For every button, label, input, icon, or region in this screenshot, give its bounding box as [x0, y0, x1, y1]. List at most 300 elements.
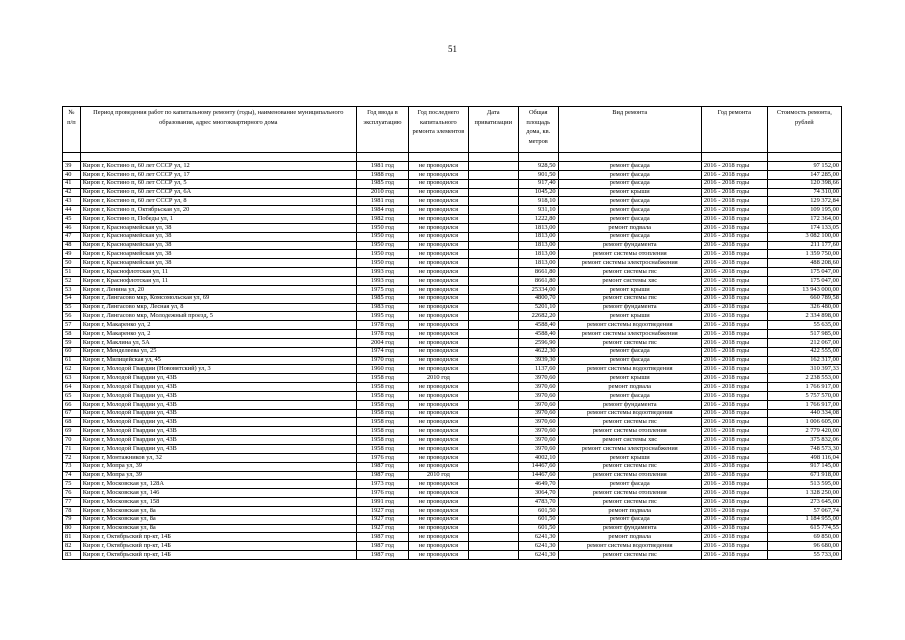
table-row [63, 391, 842, 400]
row-last-repair: не проводился [409, 179, 469, 188]
row-year-built: 1993 год [356, 268, 408, 277]
row-last-repair: не проводился [409, 276, 469, 285]
row-repair-year: 2016 - 2018 годы [701, 241, 767, 250]
row-privatization [468, 197, 518, 206]
table-row [63, 330, 842, 339]
row-address: Киров г, Московская ул, 146 [80, 489, 356, 498]
row-repair-year: 2016 - 2018 годы [701, 312, 767, 321]
row-repair-type: ремонт крыши [558, 188, 701, 197]
row-number: 81 [63, 533, 81, 542]
row-year-built: 1995 год [356, 312, 408, 321]
row-last-repair: не проводился [409, 542, 469, 551]
row-cost: 55 733,00 [767, 551, 841, 560]
row-repair-type: ремонт фасада [558, 179, 701, 188]
row-number: 57 [63, 321, 81, 330]
row-repair-year: 2016 - 2018 годы [701, 533, 767, 542]
row-address: Киров г, Красноармейская ул, 38 [80, 259, 356, 268]
table-row [63, 374, 842, 383]
table-row [63, 250, 842, 259]
row-privatization [468, 188, 518, 197]
row-cost: 172 364,00 [767, 215, 841, 224]
row-repair-type: ремонт подвала [558, 223, 701, 232]
row-number: 56 [63, 312, 81, 321]
row-repair-year: 2016 - 2018 годы [701, 294, 767, 303]
row-last-repair: не проводился [409, 391, 469, 400]
row-repair-type: ремонт подвала [558, 506, 701, 515]
row-address: Киров г, Московская ул, 8а [80, 524, 356, 533]
row-repair-year: 2016 - 2018 годы [701, 409, 767, 418]
row-repair-year: 2016 - 2018 годы [701, 259, 767, 268]
row-repair-type: ремонт фасада [558, 391, 701, 400]
row-repair-type: ремонт системы хвс [558, 436, 701, 445]
row-last-repair: не проводился [409, 524, 469, 533]
row-last-repair: не проводился [409, 427, 469, 436]
row-cost: 5 757 570,00 [767, 391, 841, 400]
row-address: Киров г, Краснофлотская ул, 11 [80, 268, 356, 277]
row-area: 3970,60 [518, 427, 558, 436]
table-row [63, 162, 842, 171]
row-repair-type: ремонт системы водоотведения [558, 365, 701, 374]
row-privatization [468, 321, 518, 330]
row-privatization [468, 365, 518, 374]
row-repair-year: 2016 - 2018 годы [701, 356, 767, 365]
row-address: Киров г, Московская ул, 8а [80, 506, 356, 515]
row-year-built: 1958 год [356, 383, 408, 392]
row-year-built: 1958 год [356, 374, 408, 383]
table-row [63, 321, 842, 330]
row-cost: 1 006 605,00 [767, 418, 841, 427]
row-cost: 375 832,06 [767, 436, 841, 445]
row-address: Киров г, Молодой Гвардии ул, 43В [80, 391, 356, 400]
row-area: 14467,60 [518, 462, 558, 471]
row-last-repair: не проводился [409, 498, 469, 507]
row-repair-type: ремонт системы водоотведения [558, 321, 701, 330]
row-number: 73 [63, 462, 81, 471]
row-year-built: 1958 год [356, 391, 408, 400]
row-privatization [468, 232, 518, 241]
row-repair-type: ремонт системы гвс [558, 462, 701, 471]
row-last-repair: не проводился [409, 418, 469, 427]
row-year-built: 1927 год [356, 506, 408, 515]
row-last-repair: не проводился [409, 312, 469, 321]
row-area: 1813,00 [518, 259, 558, 268]
table-row [63, 515, 842, 524]
table-header-row [63, 107, 842, 153]
table-row [63, 480, 842, 489]
row-last-repair: не проводился [409, 197, 469, 206]
row-last-repair: не проводился [409, 321, 469, 330]
row-area: 917,40 [518, 179, 558, 188]
row-area: 14467,60 [518, 471, 558, 480]
row-cost: 1 766 917,00 [767, 400, 841, 409]
row-privatization [468, 347, 518, 356]
row-year-built: 1976 год [356, 453, 408, 462]
row-repair-type: ремонт крыши [558, 374, 701, 383]
row-area: 1813,00 [518, 250, 558, 259]
row-area: 1813,00 [518, 223, 558, 232]
table-row [63, 400, 842, 409]
row-last-repair: не проводился [409, 462, 469, 471]
row-cost: 212 067,00 [767, 338, 841, 347]
row-address: Киров г, Московская ул, 128А [80, 480, 356, 489]
row-number: 59 [63, 338, 81, 347]
row-cost: 615 774,55 [767, 524, 841, 533]
row-cost: 498 116,04 [767, 453, 841, 462]
row-privatization [468, 445, 518, 454]
row-last-repair: не проводился [409, 436, 469, 445]
row-repair-type: ремонт фасада [558, 197, 701, 206]
row-area: 3970,60 [518, 383, 558, 392]
row-area: 3064,70 [518, 489, 558, 498]
row-address: Киров г, Ленина ул, 20 [80, 285, 356, 294]
row-repair-year: 2016 - 2018 годы [701, 462, 767, 471]
row-year-built: 1987 год [356, 533, 408, 542]
row-area: 931,10 [518, 206, 558, 215]
row-cost: 1 359 750,00 [767, 250, 841, 259]
row-privatization [468, 418, 518, 427]
row-year-built: 1991 год [356, 498, 408, 507]
row-privatization [468, 338, 518, 347]
row-cost: 97 152,00 [767, 162, 841, 171]
row-address: Киров г, Молодой Гвардии ул, 43В [80, 418, 356, 427]
table-row [63, 489, 842, 498]
row-repair-type: ремонт фундамента [558, 400, 701, 409]
row-area: 1137,60 [518, 365, 558, 374]
row-area: 8661,80 [518, 276, 558, 285]
row-repair-year: 2016 - 2018 годы [701, 365, 767, 374]
row-last-repair: не проводился [409, 250, 469, 259]
row-address: Киров г, Менделеева ул, 25 [80, 347, 356, 356]
row-year-built: 1988 год [356, 170, 408, 179]
table-row [63, 285, 842, 294]
row-repair-year: 2016 - 2018 годы [701, 542, 767, 551]
row-cost: 175 047,00 [767, 268, 841, 277]
table-row [63, 498, 842, 507]
row-repair-type: ремонт фасада [558, 480, 701, 489]
row-address: Киров г, Лянгасово мкр, Молодежный проезд, 5 [80, 312, 356, 321]
row-year-built: 1950 год [356, 223, 408, 232]
row-last-repair: не проводился [409, 170, 469, 179]
row-number: 61 [63, 356, 81, 365]
row-number: 80 [63, 524, 81, 533]
row-cost: 175 047,00 [767, 276, 841, 285]
row-last-repair: не проводился [409, 330, 469, 339]
row-year-built: 1987 год [356, 542, 408, 551]
row-area: 8661,80 [518, 268, 558, 277]
row-address: Киров г, Молодой Гвардии ул, 43В [80, 383, 356, 392]
row-area: 3970,60 [518, 374, 558, 383]
row-area: 4588,40 [518, 330, 558, 339]
row-last-repair: не проводился [409, 400, 469, 409]
row-area: 601,50 [518, 506, 558, 515]
row-repair-type: ремонт фундамента [558, 524, 701, 533]
table-row [63, 223, 842, 232]
row-last-repair: не проводился [409, 445, 469, 454]
row-last-repair: не проводился [409, 533, 469, 542]
row-year-built: 1987 год [356, 462, 408, 471]
row-area: 4649,70 [518, 480, 558, 489]
row-repair-year: 2016 - 2018 годы [701, 330, 767, 339]
row-number: 68 [63, 418, 81, 427]
row-address: Киров г, Октябрьский пр-кт, 14Б [80, 551, 356, 560]
row-area: 928,50 [518, 162, 558, 171]
row-last-repair: не проводился [409, 506, 469, 515]
row-year-built: 1950 год [356, 241, 408, 250]
row-repair-type: ремонт подвала [558, 383, 701, 392]
table-row [63, 268, 842, 277]
row-area: 1222,80 [518, 215, 558, 224]
row-year-built: 1987 год [356, 551, 408, 560]
row-area: 1045,20 [518, 188, 558, 197]
row-last-repair: не проводился [409, 515, 469, 524]
row-address: Киров г, Макаренко ул, 2 [80, 321, 356, 330]
row-repair-year: 2016 - 2018 годы [701, 489, 767, 498]
row-number: 47 [63, 232, 81, 241]
row-year-built: 1976 год [356, 489, 408, 498]
table-row [63, 471, 842, 480]
row-privatization [468, 206, 518, 215]
row-last-repair: не проводился [409, 268, 469, 277]
table-row [63, 276, 842, 285]
row-repair-type: ремонт системы водоотведения [558, 542, 701, 551]
header-last-repair: Год последнего капитального ремонта элементов [409, 107, 469, 153]
row-area: 3970,60 [518, 436, 558, 445]
row-cost: 147 285,00 [767, 170, 841, 179]
row-area: 22682,20 [518, 312, 558, 321]
row-repair-type: ремонт системы отопления [558, 471, 701, 480]
row-area: 1813,00 [518, 241, 558, 250]
row-last-repair: не проводился [409, 347, 469, 356]
row-cost: 55 635,00 [767, 321, 841, 330]
table-row [63, 383, 842, 392]
row-area: 1813,00 [518, 232, 558, 241]
row-privatization [468, 515, 518, 524]
row-repair-year: 2016 - 2018 годы [701, 427, 767, 436]
row-repair-type: ремонт фасада [558, 170, 701, 179]
row-privatization [468, 303, 518, 312]
row-repair-year: 2016 - 2018 годы [701, 374, 767, 383]
row-last-repair: 2010 год [409, 471, 469, 480]
row-last-repair: не проводился [409, 551, 469, 560]
table-row [63, 524, 842, 533]
row-number: 69 [63, 427, 81, 436]
row-last-repair: не проводился [409, 294, 469, 303]
row-last-repair: не проводился [409, 162, 469, 171]
table-row [63, 303, 842, 312]
table-row [63, 232, 842, 241]
row-address: Киров г, Молодой Гвардии ул, 43В [80, 374, 356, 383]
row-number: 71 [63, 445, 81, 454]
row-privatization [468, 223, 518, 232]
row-address: Киров г, Костино п, 60 лет СССР ул, 17 [80, 170, 356, 179]
row-repair-type: ремонт фасада [558, 206, 701, 215]
row-last-repair: 2010 год [409, 374, 469, 383]
row-cost: 3 082 100,00 [767, 232, 841, 241]
row-repair-type: ремонт фасада [558, 515, 701, 524]
row-address: Киров г, Краснофлотская ул, 11 [80, 276, 356, 285]
row-year-built: 1993 год [356, 276, 408, 285]
row-number: 52 [63, 276, 81, 285]
row-cost: 13 943 000,00 [767, 285, 841, 294]
row-cost: 1 766 917,00 [767, 383, 841, 392]
row-year-built: 1978 год [356, 330, 408, 339]
row-privatization [468, 330, 518, 339]
row-number: 67 [63, 409, 81, 418]
row-repair-type: ремонт крыши [558, 285, 701, 294]
repair-table [62, 106, 842, 560]
row-area: 901,50 [518, 170, 558, 179]
row-area: 4588,40 [518, 321, 558, 330]
row-cost: 129 372,84 [767, 197, 841, 206]
row-privatization [468, 250, 518, 259]
row-year-built: 1958 год [356, 445, 408, 454]
row-year-built: 1960 год [356, 365, 408, 374]
row-privatization [468, 524, 518, 533]
row-year-built: 1974 год [356, 347, 408, 356]
row-number: 46 [63, 223, 81, 232]
row-repair-year: 2016 - 2018 годы [701, 347, 767, 356]
row-privatization [468, 453, 518, 462]
row-address: Киров г, Костино п, 60 лет СССР ул, 12 [80, 162, 356, 171]
row-address: Киров г, Октябрьский пр-кт, 14Б [80, 533, 356, 542]
row-number: 48 [63, 241, 81, 250]
row-privatization [468, 215, 518, 224]
row-number: 76 [63, 489, 81, 498]
row-year-built: 1927 год [356, 524, 408, 533]
row-number: 45 [63, 215, 81, 224]
row-privatization [468, 285, 518, 294]
row-cost: 273 645,00 [767, 498, 841, 507]
row-cost: 57 067,74 [767, 506, 841, 515]
row-privatization [468, 542, 518, 551]
row-number: 49 [63, 250, 81, 259]
row-privatization [468, 179, 518, 188]
row-repair-year: 2016 - 2018 годы [701, 170, 767, 179]
row-cost: 109 195,00 [767, 206, 841, 215]
row-privatization [468, 374, 518, 383]
row-year-built: 1958 год [356, 436, 408, 445]
row-repair-type: ремонт фасада [558, 232, 701, 241]
table-row [63, 551, 842, 560]
row-year-built: 1985 год [356, 179, 408, 188]
row-year-built: 2010 год [356, 188, 408, 197]
row-repair-year: 2016 - 2018 годы [701, 551, 767, 560]
row-area: 918,10 [518, 197, 558, 206]
row-privatization [468, 409, 518, 418]
row-address: Киров г, Маклина ул, 5А [80, 338, 356, 347]
row-last-repair: не проводился [409, 480, 469, 489]
row-cost: 2 238 553,00 [767, 374, 841, 383]
row-privatization [468, 268, 518, 277]
row-number: 58 [63, 330, 81, 339]
row-address: Киров г, Костино п, 60 лет СССР ул, 8 [80, 197, 356, 206]
row-last-repair: не проводился [409, 232, 469, 241]
row-area: 2596,90 [518, 338, 558, 347]
row-repair-type: ремонт подвала [558, 533, 701, 542]
row-repair-year: 2016 - 2018 годы [701, 276, 767, 285]
row-number: 55 [63, 303, 81, 312]
row-privatization [468, 462, 518, 471]
row-privatization [468, 241, 518, 250]
row-repair-type: ремонт системы гвс [558, 551, 701, 560]
row-repair-type: ремонт крыши [558, 312, 701, 321]
row-cost: 120 398,66 [767, 179, 841, 188]
spacer-row [63, 153, 842, 162]
row-year-built: 1950 год [356, 250, 408, 259]
row-last-repair: не проводился [409, 215, 469, 224]
row-number: 74 [63, 471, 81, 480]
row-address: Киров г, Лянгасово мкр, Лесная ул, 8 [80, 303, 356, 312]
row-privatization [468, 391, 518, 400]
row-cost: 326 480,00 [767, 303, 841, 312]
row-repair-type: ремонт фасада [558, 215, 701, 224]
row-year-built: 1984 год [356, 206, 408, 215]
row-privatization [468, 551, 518, 560]
row-repair-year: 2016 - 2018 годы [701, 162, 767, 171]
row-repair-type: ремонт системы электроснабжения [558, 259, 701, 268]
row-repair-year: 2016 - 2018 годы [701, 223, 767, 232]
row-repair-year: 2016 - 2018 годы [701, 232, 767, 241]
row-repair-type: ремонт системы гвс [558, 498, 701, 507]
row-repair-year: 2016 - 2018 годы [701, 506, 767, 515]
row-address: Киров г, Молодой Гвардии ул, 43В [80, 445, 356, 454]
table-row [63, 312, 842, 321]
row-last-repair: не проводился [409, 259, 469, 268]
row-area: 6241,30 [518, 542, 558, 551]
row-repair-year: 2016 - 2018 годы [701, 215, 767, 224]
row-cost: 74 310,00 [767, 188, 841, 197]
row-privatization [468, 498, 518, 507]
row-privatization [468, 383, 518, 392]
row-cost: 174 133,05 [767, 223, 841, 232]
row-year-built: 1950 год [356, 259, 408, 268]
row-repair-type: ремонт системы гвс [558, 268, 701, 277]
row-address: Киров г, Костино п, Октябрьская ул, 20 [80, 206, 356, 215]
row-year-built: 1982 год [356, 215, 408, 224]
row-address: Киров г, Макаренко ул, 2 [80, 330, 356, 339]
row-privatization [468, 471, 518, 480]
row-repair-year: 2016 - 2018 годы [701, 383, 767, 392]
row-repair-type: ремонт крыши [558, 453, 701, 462]
row-number: 79 [63, 515, 81, 524]
row-area: 3970,60 [518, 418, 558, 427]
row-area: 6241,30 [518, 551, 558, 560]
table-row [63, 542, 842, 551]
row-privatization [468, 427, 518, 436]
table-row [63, 427, 842, 436]
row-repair-year: 2016 - 2018 годы [701, 498, 767, 507]
row-last-repair: не проводился [409, 338, 469, 347]
header-cost: Стоимость ремонта, рублей [767, 107, 841, 153]
row-year-built: 1958 год [356, 409, 408, 418]
row-cost: 2 779 420,00 [767, 427, 841, 436]
table-row [63, 356, 842, 365]
row-last-repair: не проводился [409, 489, 469, 498]
row-year-built: 1981 год [356, 197, 408, 206]
row-cost: 671 918,00 [767, 471, 841, 480]
row-cost: 660 789,58 [767, 294, 841, 303]
row-area: 3970,60 [518, 445, 558, 454]
row-number: 70 [63, 436, 81, 445]
row-repair-year: 2016 - 2018 годы [701, 303, 767, 312]
row-last-repair: не проводился [409, 241, 469, 250]
row-repair-type: ремонт системы отопления [558, 250, 701, 259]
row-cost: 69 850,00 [767, 533, 841, 542]
row-repair-type: ремонт системы гвс [558, 338, 701, 347]
row-area: 6241,30 [518, 533, 558, 542]
row-address: Киров г, Молодой Гвардии ул, 43В [80, 409, 356, 418]
row-last-repair: не проводился [409, 285, 469, 294]
